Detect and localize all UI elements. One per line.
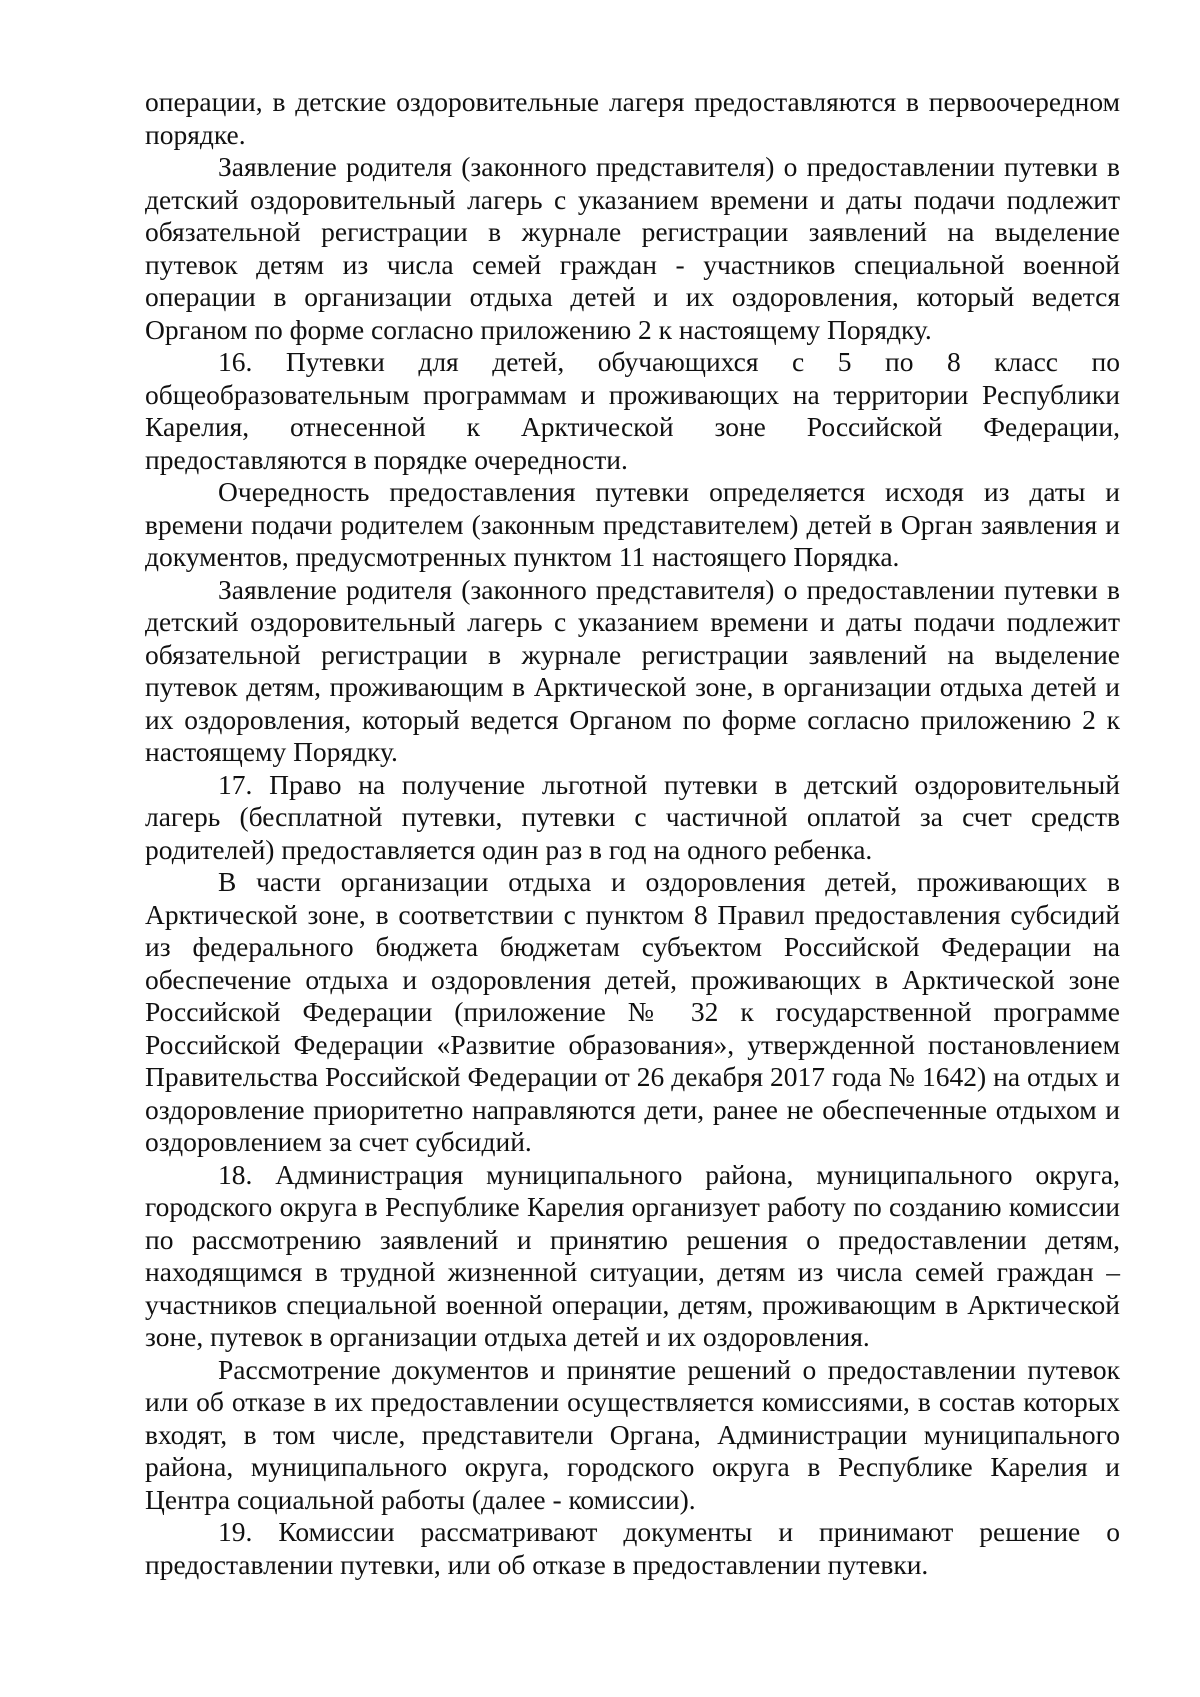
paragraph-commission-review: Рассмотрение документов и принятие решений о предоставлении путевок или об отказе в их предоставлении осуществляется комиссиями, в состав которых входят, в том числе, представители Органа, Администрации муниципального района, муниципального округа, городского округа в Республике Карелия и Центра социальной работы (далее - комиссии).	[145, 1353, 1120, 1515]
paragraph-continuation: операции, в детские оздоровительные лагеря предоставляются в первоочередном порядке.	[145, 86, 1120, 150]
paragraph-registration-svo: Заявление родителя (законного представителя) о предоставлении путевки в детский оздоровительный лагерь с указанием времени и даты подачи подлежит обязательной регистрации в журнале регистрации заявлений на выделение путевок детям из числа семей граждан - участников специальной военной операции в организации отдыха детей и их оздоровления, который ведется Органом по форме согласно приложению 2 к настоящему Порядку.	[145, 151, 1120, 345]
paragraph-item-18: 18. Администрация муниципального района, муниципального округа, городского округа в Республике Карелия организует работу по созданию комиссии по рассмотрению заявлений и принятию решения о предоставлении детям, находящимся в трудной жизненной ситуации, детям из числа семей граждан – участников специальной военной операции, детям, проживающим в Арктической зоне, путевок в организации отдыха детей и их оздоровления.	[145, 1158, 1120, 1352]
paragraph-item-17: 17. Право на получение льготной путевки в детский оздоровительный лагерь (бесплатной путевки, путевки с частичной оплатой за счет средств родителей) предоставляется один раз в год на одного ребенка.	[145, 768, 1120, 865]
paragraph-registration-arctic: Заявление родителя (законного представителя) о предоставлении путевки в детский оздоровительный лагерь с указанием времени и даты подачи подлежит обязательной регистрации в журнале регистрации заявлений на выделение путевок детям, проживающим в Арктической зоне, в организации отдыха детей и их оздоровления, который ведется Органом по форме согласно приложению 2 к настоящему Порядку.	[145, 573, 1120, 767]
paragraph-item-16: 16. Путевки для детей, обучающихся с 5 по 8 класс по общеобразовательным программам и проживающих на территории Республики Карелия, отнесенной к Арктической зоне Российской Федерации, предоставляются в порядке очередности.	[145, 346, 1120, 475]
paragraph-item-19: 19. Комиссии рассматривают документы и принимают решение о предоставлении путевки, или об отказе в предоставлении путевки.	[145, 1516, 1120, 1580]
document-body	[145, 86, 1120, 1581]
paragraph-arctic-priority: В части организации отдыха и оздоровления детей, проживающих в Арктической зоне, в соответствии с пунктом 8 Правил предоставления субсидий из федерального бюджета бюджетам субъектом Российской Федерации на обеспечение отдыха и оздоровления детей, проживающих в Арктической зоне Российской Федерации (приложение № 32 к государственной программе Российской Федерации «Развитие образования», утвержденной постановлением Правительства Российской Федерации от 26 декабря 2017 года № 1642) на отдых и оздоровление приоритетно направляются дети, ранее не обеспеченные отдыхом и оздоровлением за счет субсидий.	[145, 866, 1120, 1157]
paragraph-queue-order: Очередность предоставления путевки определяется исходя из даты и времени подачи родителем (законным представителем) детей в Орган заявления и документов, предусмотренных пунктом 11 настоящего Порядка.	[145, 476, 1120, 572]
